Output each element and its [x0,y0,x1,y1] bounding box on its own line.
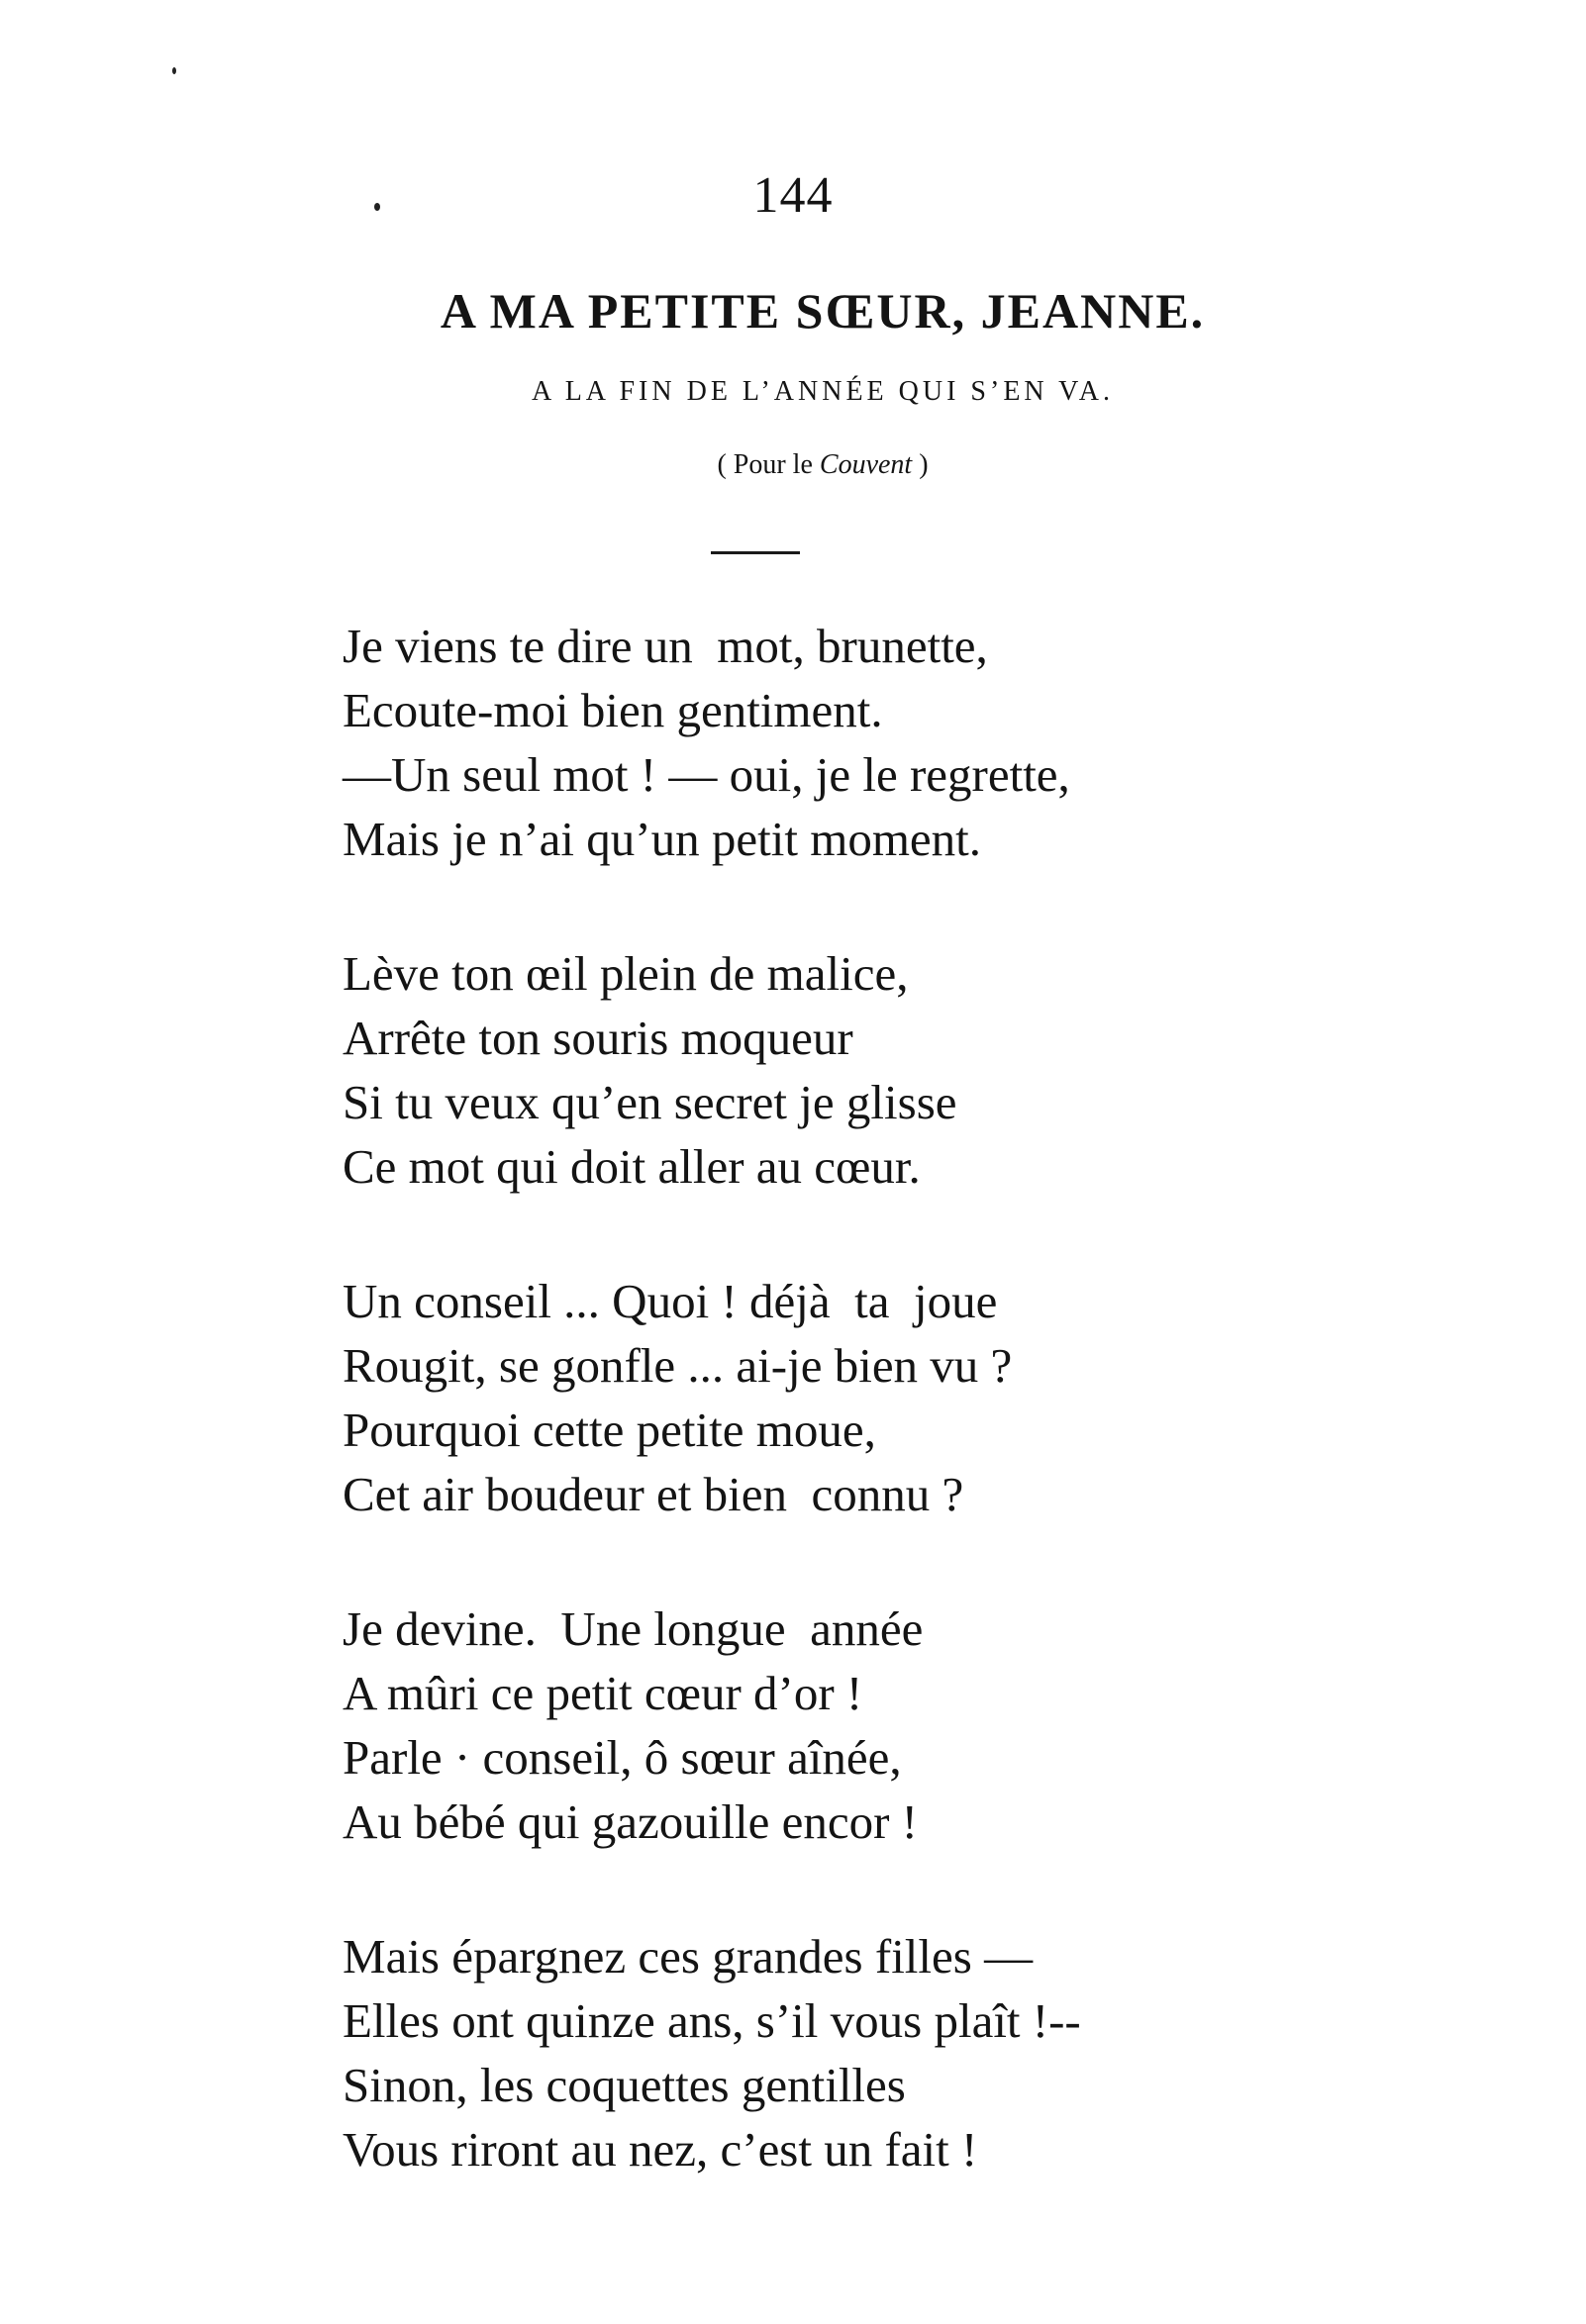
title-divider [711,551,800,554]
dedication-close: ) [912,449,929,480]
poem-dedication [0,447,1586,483]
poem-line: Mais épargnez ces grandes filles — [343,1929,1034,1984]
dedication-italic: Couvent [819,449,913,480]
poem-line: Ecoute-moi bien gentiment. [343,683,883,737]
poem-line: Arrête ton souris moqueur [343,1011,853,1065]
poem-line: Mais je n’ai qu’un petit moment. [343,812,982,866]
poem-line: Si tu veux qu’en secret je glisse [343,1075,957,1129]
poem-title: A MA PETITE SŒUR, JEANNE. [440,283,1206,339]
poem-line: Rougit, se gonfle ... ai-je bien vu ? [343,1338,1013,1393]
poem-line: Cet air boudeur et bien connu ? [343,1467,964,1521]
stanza [343,1269,1333,1526]
dedication-open: ( Pour le [717,449,820,480]
poem-line: Ce mot qui doit aller au cœur. [343,1139,921,1194]
poem-line: Lève ton œil plein de malice, [343,946,909,1001]
poem-line: —Un seul mot ! — oui, je le regrette, [343,747,1070,802]
poem-subtitle: A LA FIN DE L’ANNÉE QUI S’EN VA. [532,376,1114,407]
poem-line: A mûri ce petit cœur d’or ! [343,1666,863,1720]
poem-line: Parle · conseil, ô sœur aînée, [343,1730,902,1785]
stanza [343,614,1333,871]
ink-speck [172,67,176,74]
stanza [343,1597,1333,1854]
poem-line: Un conseil ... Quoi ! déjà ta joue [343,1274,998,1328]
poem-line: Je devine. Une longue année [343,1601,924,1656]
poem-line: Je viens te dire un mot, brunette, [343,619,988,673]
stanza [343,941,1333,1199]
poem-line: Vous riront au nez, c’est un fait ! [343,2122,978,2177]
poem-line: Pourquoi cette petite moue, [343,1403,876,1457]
poem-line: Elles ont quinze ans, s’il vous plaît !-- [343,1993,1081,2048]
poem-body [343,614,1333,2181]
poem-line: Sinon, les coquettes gentilles [343,2058,906,2112]
poem-line: Au bébé qui gazouille encor ! [343,1794,918,1849]
stanza [343,1924,1333,2181]
page-number: 144 [752,167,834,224]
